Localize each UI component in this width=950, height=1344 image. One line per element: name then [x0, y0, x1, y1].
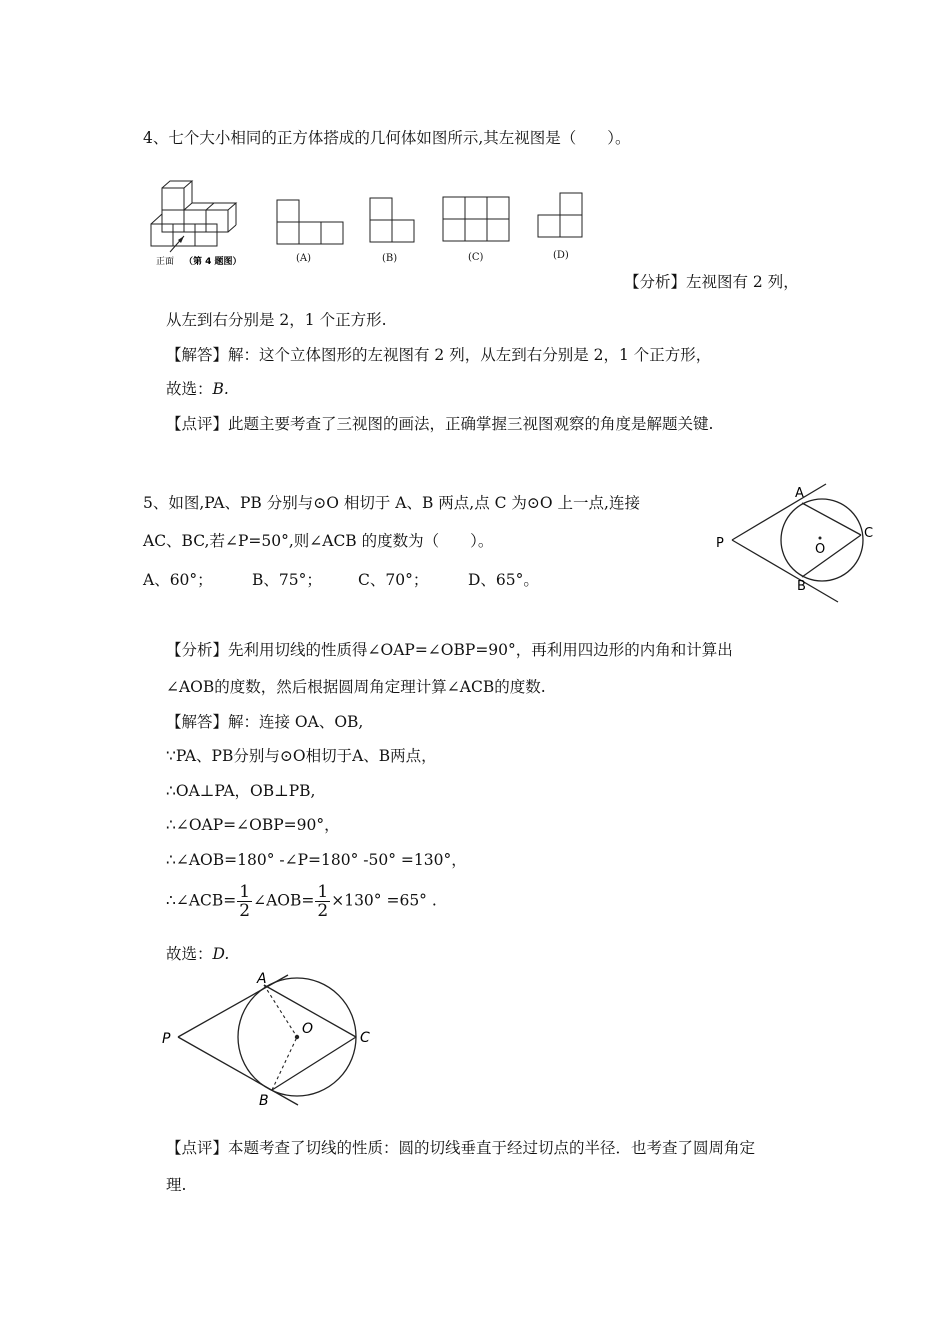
q5-step-6-prefix: ∴∠ACB= — [166, 891, 237, 910]
q4-cube-figure — [148, 180, 258, 270]
q5-step-6-suffix: ×130° =65° . — [331, 891, 437, 910]
q5-solution-figure — [160, 965, 380, 1110]
q5-circle-figure — [710, 480, 885, 605]
q5-step-6-mid: ∠AOB= — [253, 891, 315, 910]
q5-step-3: ∴OA⊥PA，OB⊥PB, — [166, 782, 316, 800]
q4-front-label: 正面 — [156, 257, 175, 267]
q4-choice — [166, 379, 229, 399]
q5-option-b: B、75°； — [252, 571, 322, 589]
q5-stem-line1: 5、如图,PA、PB 分别与⊙O 相切于 A、B 两点,点 C 为⊙O 上一点,连接 — [143, 494, 640, 512]
q5-frac2-num: 1 — [317, 882, 329, 902]
q5-analysis-line2: ∠AOB的度数，然后根据圆周角定理计算∠ACB的度数. — [166, 678, 546, 696]
q5-fraction-1 — [237, 883, 252, 920]
q5-step-6 — [166, 883, 437, 920]
q5-comment-line1: 【点评】本题考查了切线的性质：圆的切线垂直于经过切点的半径．也考查了圆周角定 — [166, 1139, 756, 1157]
q5-frac1-den: 2 — [239, 901, 251, 921]
q5-fig2-label-c: C — [360, 1030, 370, 1046]
q5-choice-value: D. — [212, 945, 230, 963]
q4-comment: 【点评】此题主要考查了三视图的画法，正确掌握三视图观察的角度是解题关键. — [166, 415, 714, 433]
q4-choice-value: B. — [212, 380, 229, 398]
q4-option-c-figure — [443, 197, 513, 247]
q5-fig1-label-b: B — [797, 579, 806, 594]
q5-fig1-label-o: O — [815, 542, 826, 557]
q5-step-4: ∴∠OAP=∠OBP=90°， — [166, 816, 340, 834]
q4-option-c-label: (C) — [468, 252, 484, 263]
q5-frac2-den: 2 — [317, 901, 329, 921]
q4-option-a-label: (A) — [296, 253, 312, 264]
q5-fig2-label-b: B — [259, 1093, 269, 1109]
q4-option-d-label: (D) — [553, 250, 569, 261]
q5-fig1-label-c: C — [864, 526, 874, 541]
q4-solution: 【解答】解：这个立体图形的左视图有 2 列，从左到右分别是 2，1 个正方形， — [166, 346, 712, 364]
q4-analysis-line2: 从左到右分别是 2，1 个正方形. — [166, 311, 387, 329]
q5-option-a: A、60°； — [143, 571, 213, 589]
q5-fig1-label-a: A — [795, 486, 804, 501]
q5-choice-prefix: 故选： — [166, 945, 213, 963]
q5-fig1-label-p: P — [716, 536, 724, 551]
q5-fig2-label-o: O — [302, 1021, 314, 1037]
q4-stem: 4、七个大小相同的正方体搭成的几何体如图所示,其左视图是（ ）。 — [143, 129, 631, 147]
q5-stem-line2: AC、BC,若∠P=50°,则∠ACB 的度数为（ ）。 — [143, 532, 494, 550]
q5-step-1: 【解答】解：连接 OA、OB, — [166, 713, 364, 731]
q4-choice-prefix: 故选： — [166, 380, 213, 398]
q5-option-d: D、65°。 — [468, 571, 539, 589]
q5-option-c: C、70°； — [358, 571, 429, 589]
q4-option-d-figure — [538, 193, 588, 243]
q5-fraction-2 — [315, 883, 330, 920]
q4-option-a-figure — [277, 200, 347, 250]
q5-frac1-num: 1 — [239, 882, 251, 902]
q5-step-2: ∵PA、PB分别与⊙O相切于A、B两点， — [166, 747, 437, 765]
q5-fig2-label-a: A — [257, 971, 267, 987]
q5-fig2-label-p: P — [162, 1031, 171, 1047]
q4-option-b-label: (B) — [382, 253, 398, 264]
q5-analysis-line1: 【分析】先利用切线的性质得∠OAP=∠OBP=90°，再利用四边形的内角和计算出 — [166, 641, 733, 659]
q5-step-5: ∴∠AOB=180° -∠P=180° -50° =130°， — [166, 851, 467, 869]
q4-figure-caption: （第 4 题图） — [184, 257, 242, 267]
q4-option-b-figure — [370, 198, 420, 248]
q4-analysis-line1: 【分析】左视图有 2 列， — [624, 273, 799, 291]
q5-comment-line2: 理. — [166, 1176, 187, 1194]
q5-choice — [166, 944, 229, 964]
